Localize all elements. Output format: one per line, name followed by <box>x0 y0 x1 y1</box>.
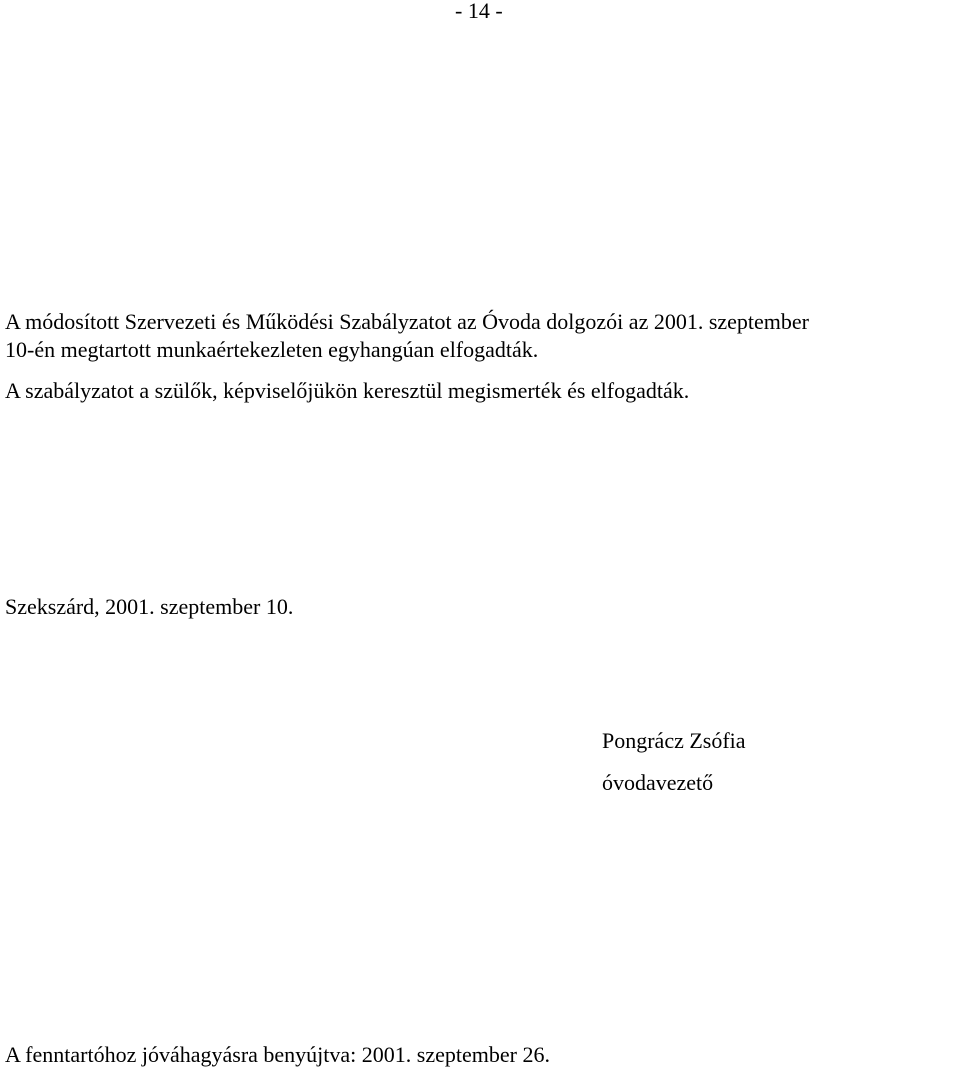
signatory-title: óvodavezető <box>602 770 714 795</box>
place-and-date: Szekszárd, 2001. szeptember 10. <box>5 594 294 619</box>
signatory-name: Pongrácz Zsófia <box>602 728 746 753</box>
page-number: - 14 - <box>455 0 503 23</box>
submission-note: A fenntartóhoz jóváhagyásra benyújtva: 2001. szeptember 26. <box>5 1042 550 1067</box>
parents-approval-text: A szabályzatot a szülők, képviselőjükön keresztül megismerték és elfogadták. <box>5 378 690 403</box>
approval-text-line-2: 10-én megtartott munkaértekezleten egyhangúan elfogadták. <box>5 337 539 362</box>
approval-text-line-1: A módosított Szervezeti és Működési Szabályzatot az Óvoda dolgozói az 2001. szeptember <box>5 309 809 334</box>
